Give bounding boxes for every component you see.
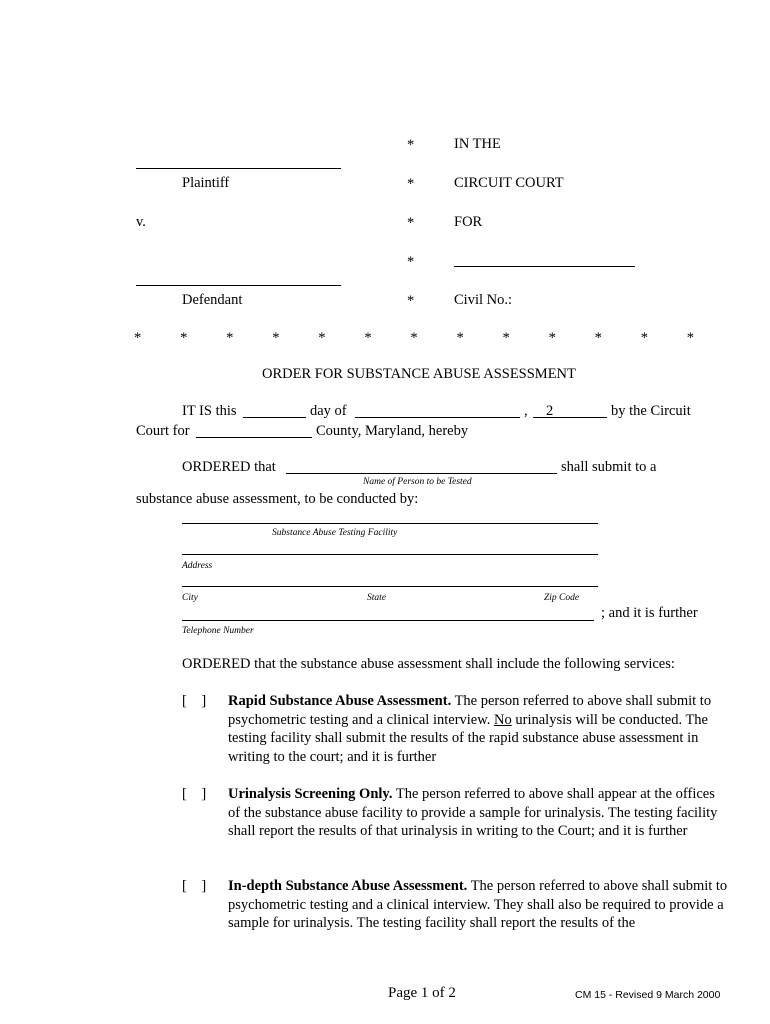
rapid-assessment-text-a: The person referred to above shall submit to psychometric testing and a clinical interview. [228,693,712,728]
separator-star: * [226,330,234,346]
urinalysis-text: The person referred to above shall appear at the offices of the substance abuse facility to provide a sample for urinalysis. The testing facility shall report the results of that urinalysis in writing to the Court; and it is further [228,786,718,839]
plaintiff-label: Plaintiff [182,175,230,191]
defendant-line[interactable] [136,285,341,286]
separator-star: * [410,330,418,346]
separator-star: * [502,330,510,346]
rapid-assessment-paragraph [228,692,728,766]
caption-star: * [407,293,415,309]
civil-no-label: Civil No.: [454,292,513,308]
separator-star: * [134,330,142,346]
city-state-zip-line[interactable] [182,586,598,587]
separator-star: * [456,330,464,346]
rapid-assessment-text-b: urinalysis will be conducted. The testing facility shall submit the results of the rapid substance abuse assessment in writing to the court; and it is further [228,711,708,765]
county-hereby-text: County, Maryland, hereby [316,423,469,439]
separator-star: * [272,330,280,346]
county-line[interactable] [196,437,312,438]
court-for-text: Court for [136,423,190,439]
urinalysis-checkbox[interactable]: [ ] [182,786,207,802]
ordered-that-text: ORDERED that [182,459,276,475]
assessment-by-text: substance abuse assessment, to be conducted by: [136,491,419,507]
urinalysis-paragraph [228,785,728,841]
caption-star: * [407,176,415,192]
in-depth-text: The person referred to above shall submit to psychometric testing and a clinical interview. They shall also be required to provide a sample for urinalysis. The testing facility shall report the results of the [228,878,728,931]
it-is-this-text: IT IS this [182,403,237,419]
document-title: ORDER FOR SUBSTANCE ABUSE ASSESSMENT [262,366,576,382]
separator-star: * [640,330,648,346]
plaintiff-line[interactable] [136,168,341,169]
by-the-circuit-text: by the Circuit [611,403,691,419]
facility-line[interactable] [182,523,598,524]
telephone-label: Telephone Number [182,626,254,636]
separator-star: * [180,330,188,346]
year-digit: 2 [546,403,554,419]
facility-label: Substance Abuse Testing Facility [272,528,398,538]
rapid-assessment-no: No [494,711,512,728]
separator-star: * [686,330,694,346]
in-depth-title: In-depth Substance Abuse Assessment. [228,878,468,894]
and-further-text: ; and it is further [601,605,698,621]
services-intro: ORDERED that the substance abuse assessment shall include the following services: [182,656,675,672]
urinalysis-title: Urinalysis Screening Only. [228,786,393,802]
defendant-label: Defendant [182,292,243,308]
caption-star: * [407,254,415,270]
person-name-line[interactable] [286,473,557,474]
form-revision: CM 15 - Revised 9 March 2000 [575,989,721,1001]
caption-in-the: IN THE [454,136,501,152]
caption-star: * [407,137,415,153]
in-depth-checkbox[interactable]: [ ] [182,878,207,894]
separator-star: * [548,330,556,346]
caption-for: FOR [454,214,483,230]
address-line[interactable] [182,554,598,555]
rapid-assessment-checkbox[interactable]: [ ] [182,693,207,709]
separator-star: * [364,330,372,346]
shall-submit-text: shall submit to a [561,459,657,475]
person-name-label: Name of Person to be Tested [363,477,472,487]
year-line[interactable] [533,417,607,418]
rapid-assessment-title: Rapid Substance Abuse Assessment. [228,693,452,709]
state-label: State [367,593,386,603]
star-separator [134,330,694,347]
caption-circuit-court: CIRCUIT COURT [454,175,564,191]
caption-star: * [407,215,415,231]
zip-label: Zip Code [544,593,580,603]
page-number: Page 1 of 2 [388,985,456,1001]
day-number-line[interactable] [243,417,306,418]
county-caption-line[interactable] [454,266,635,267]
separator-star: * [318,330,326,346]
address-label: Address [182,561,213,571]
telephone-line[interactable] [182,620,594,621]
in-depth-paragraph [228,877,728,933]
day-of-text: day of [310,403,347,419]
separator-star: * [594,330,602,346]
versus-label: v. [136,214,146,230]
comma-text: , [524,403,528,419]
city-label: City [182,593,198,603]
month-line[interactable] [355,417,520,418]
